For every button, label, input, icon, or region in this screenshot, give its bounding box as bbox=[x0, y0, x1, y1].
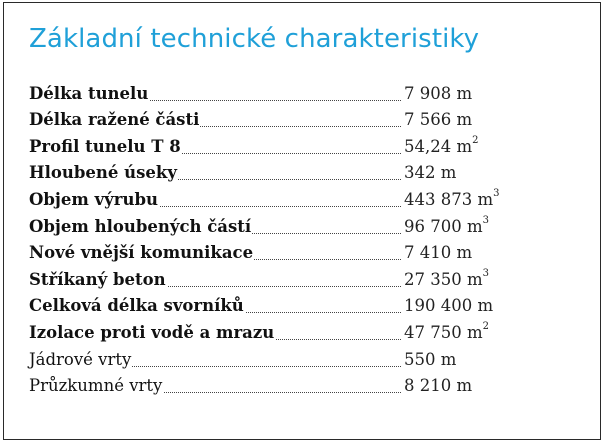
list-item bbox=[29, 160, 509, 187]
item-value: 27 350 $m^3$ bbox=[404, 268, 489, 289]
list-item bbox=[29, 346, 509, 373]
item-label: Délka ražené části bbox=[29, 110, 200, 130]
item-label: Celková délka svorníků bbox=[29, 296, 244, 316]
item-value: 7 908 m bbox=[404, 83, 473, 103]
item-label: Jádrové vrty bbox=[29, 349, 132, 369]
list-item bbox=[29, 80, 509, 107]
list-item bbox=[29, 293, 509, 320]
item-value: 96 700 $m^3$ bbox=[404, 215, 489, 236]
item-value: 443 873 $m^3$ bbox=[404, 188, 500, 209]
item-label: Objem výrubu bbox=[29, 189, 158, 209]
item-value: 550 m bbox=[404, 349, 457, 369]
item-label: Izolace proti vodě a mrazu bbox=[29, 322, 275, 342]
list-item bbox=[29, 186, 509, 213]
item-label: Profil tunelu T 8 bbox=[29, 136, 181, 156]
item-label: Průzkumné vrty bbox=[29, 376, 163, 396]
item-label: Délka tunelu bbox=[29, 83, 149, 103]
list-item bbox=[29, 373, 509, 400]
list-item bbox=[29, 240, 509, 267]
list-item bbox=[29, 213, 509, 240]
item-value: 7 566 m bbox=[404, 110, 473, 130]
item-label: Hloubené úseky bbox=[29, 163, 177, 183]
list-item bbox=[29, 319, 509, 346]
item-value: 8 210 m bbox=[404, 376, 473, 396]
item-label: Nové vnější komunikace bbox=[29, 243, 254, 263]
characteristics-card bbox=[3, 2, 601, 440]
list-item bbox=[29, 133, 509, 160]
item-value: 190 400 m bbox=[404, 296, 494, 316]
item-label: Stříkaný beton bbox=[29, 269, 166, 289]
list-item bbox=[29, 107, 509, 134]
item-value: 7 410 m bbox=[404, 243, 473, 263]
characteristics-list bbox=[29, 80, 509, 399]
list-item bbox=[29, 266, 509, 293]
item-value: 47 750 $m^2$ bbox=[404, 321, 489, 342]
card-title: Základní technické charakteristiky bbox=[29, 24, 480, 54]
item-label: Objem hloubených částí bbox=[29, 216, 252, 236]
item-value: 54,24 $m^2$ bbox=[404, 135, 479, 156]
item-value: 342 m bbox=[404, 163, 457, 183]
